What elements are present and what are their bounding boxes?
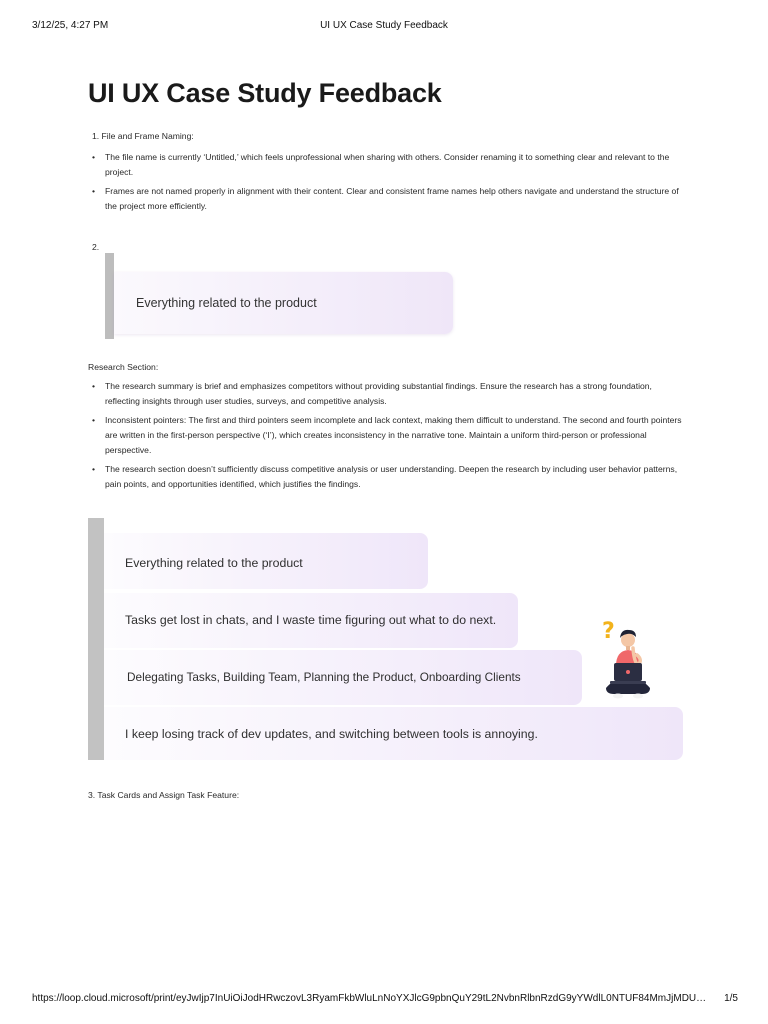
print-url: https://loop.cloud.microsoft/print/eyJwIjp7InUiOiJodHRwczovL3RyamFkbWluLnNoYXJlcG9pbnQuY29tL2NvbnRlbnRzdG9yYWdlL0NTUF84MmJjMDU… bbox=[32, 993, 707, 1004]
list-item: • The file name is currently ‘Untitled,’ which feels unprofessional when sharing with others. Consider renaming it to something clear and relevant to the project. bbox=[92, 150, 682, 180]
list-item: • The research section doesn’t sufficiently discuss competitive analysis or user understanding. Deepen the research by including user behavior patterns, pain points, and opportunities identified, which justifies the findings. bbox=[92, 462, 682, 492]
figure-2-step-1-text: Everything related to the product bbox=[125, 556, 303, 570]
figure-1-accent-bar bbox=[105, 253, 114, 339]
figure-2-step-2 bbox=[104, 593, 518, 648]
figure-2-step-4-text: I keep losing track of dev updates, and switching between tools is annoying. bbox=[125, 727, 538, 741]
figure-2-accent-bar bbox=[88, 518, 104, 760]
figure-2-step-1 bbox=[104, 533, 428, 589]
question-mark-icon: ? bbox=[602, 619, 615, 644]
figure-2-step-3-text: Delegating Tasks, Building Team, Planning the Product, Onboarding Clients bbox=[127, 670, 521, 684]
figure-2-step-3 bbox=[104, 650, 582, 705]
research-bullets bbox=[92, 379, 682, 497]
print-title: UI UX Case Study Feedback bbox=[320, 20, 448, 31]
figure-2-step-4 bbox=[104, 707, 683, 760]
figure-2-step-2-text: Tasks get lost in chats, and I waste time figuring out what to do next. bbox=[125, 613, 497, 627]
section-2-number: 2. bbox=[92, 242, 100, 252]
section-1-bullets bbox=[92, 150, 682, 218]
page-title: UI UX Case Study Feedback bbox=[88, 78, 442, 108]
research-section-label: Research Section: bbox=[88, 362, 159, 372]
figure-1-card bbox=[114, 272, 453, 334]
page-number: 1/5 bbox=[724, 993, 738, 1004]
figure-1-text: Everything related to the product bbox=[136, 296, 317, 310]
list-item: • Frames are not named properly in alignment with their content. Clear and consistent frame names help others navigate and understand the structure of the project more efficiently. bbox=[92, 184, 682, 214]
section-3-heading: 3. Task Cards and Assign Task Feature: bbox=[88, 790, 240, 800]
print-datetime: 3/12/25, 4:27 PM bbox=[32, 20, 109, 31]
confused-person-illustration bbox=[596, 618, 660, 712]
section-1-heading: 1. File and Frame Naming: bbox=[92, 131, 194, 141]
list-item: • Inconsistent pointers: The first and third pointers seem incomplete and lack context, making them difficult to understand. The second and fourth pointers are written in the first-person perspective (‘I’), which creates inconsistency in the narrative tone. Maintain a uniform third-person or professional perspective. bbox=[92, 413, 682, 458]
list-item: • The research summary is brief and emphasizes competitors without providing substantial findings. Ensure the research has a strong foundation, reflecting insights through user studies, surveys, and competitive analysis. bbox=[92, 379, 682, 409]
